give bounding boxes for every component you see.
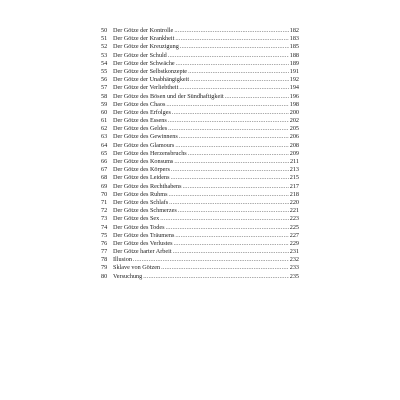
toc-leader-dots: [180, 43, 289, 51]
toc-entry: [101, 248, 299, 256]
toc-leader-dots: [175, 35, 288, 43]
toc-entry-number: 80: [101, 272, 108, 280]
toc-entry-number: 60: [101, 108, 108, 116]
toc-entry-number: 64: [101, 141, 108, 149]
toc-entry: [101, 166, 299, 174]
toc-entry-title: Der Götze des Herzensbruchs: [113, 149, 187, 157]
toc-entry-title: Der Götze der Kontrolle: [113, 27, 174, 34]
toc-entry-number: 58: [101, 92, 108, 100]
toc-entry-page: 227: [289, 231, 299, 239]
toc-entry-number: 61: [101, 117, 108, 125]
toc-entry-page: 192: [289, 76, 299, 84]
toc-entry-page: 189: [289, 59, 299, 67]
toc-entry-page: 217: [289, 182, 299, 190]
toc-entry-number: 55: [101, 67, 108, 75]
toc-entry: [101, 174, 299, 182]
toc-entry-page: 211: [289, 158, 299, 165]
toc-entry-number: 54: [101, 59, 108, 67]
toc-entry: [101, 158, 299, 166]
toc-entry-title: Der Götze des Essens: [113, 117, 167, 125]
toc-entry-page: 231: [289, 248, 299, 256]
toc-leader-dots: [225, 93, 289, 101]
toc-leader-dots: [179, 133, 289, 141]
toc-entry-title: Der Götze des Rechthabens: [113, 182, 182, 190]
toc-entry: [101, 35, 299, 43]
toc-leader-dots: [173, 248, 289, 256]
toc-entry-number: 59: [101, 100, 108, 108]
toc-entry: [101, 68, 299, 76]
toc-entry: [101, 60, 299, 68]
toc-entry: [101, 240, 299, 248]
toc-entry-title: Der Götze des Geldes: [113, 125, 168, 133]
toc-entry: [101, 43, 299, 51]
toc-entry-number: 73: [101, 215, 108, 223]
toc-entry: [101, 109, 299, 117]
toc-leader-dots: [160, 215, 288, 223]
toc-entry: [101, 101, 299, 109]
toc-entry-page: 232: [289, 256, 299, 264]
toc-entry-title: Der Götze der Unabhängigkeit: [113, 76, 190, 84]
toc-entry-title: Der Götze der Schuld: [113, 51, 167, 59]
toc-leader-dots: [171, 174, 289, 182]
toc-entry-title: Der Götze der Schwäche: [113, 59, 175, 67]
toc-entry-number: 78: [101, 256, 108, 264]
toc-entry: [101, 133, 299, 141]
toc-entry-title: Der Götze harter Arbeit: [113, 248, 172, 256]
toc-entry-number: 51: [101, 35, 108, 43]
toc-entry-page: 208: [289, 141, 299, 149]
toc-entry-page: 185: [289, 43, 299, 51]
toc-entry-page: 200: [289, 108, 299, 116]
toc-entry-page: 183: [289, 35, 299, 43]
toc-entry-title: Der Götze des Sex: [113, 215, 160, 223]
toc-entry: [101, 207, 299, 215]
toc-entry-page: 218: [289, 190, 299, 198]
toc-entry-number: 71: [101, 198, 108, 206]
toc-leader-dots: [188, 150, 289, 158]
toc-entry: [101, 125, 299, 133]
toc-entry-title: Der Götze des Schmerzes: [113, 207, 177, 215]
toc-entry: [101, 264, 299, 272]
toc-entry-title: Der Götze der Krankheit: [113, 35, 175, 43]
toc-entry: [101, 256, 299, 264]
toc-entry-number: 57: [101, 84, 108, 92]
toc-entry-title: Der Götze des Leidens: [113, 174, 170, 182]
toc-entry-number: 76: [101, 239, 108, 247]
toc-entry-number: 77: [101, 248, 108, 256]
toc-leader-dots: [169, 199, 289, 207]
table-of-contents: [101, 27, 299, 281]
toc-leader-dots: [171, 166, 289, 174]
toc-entry-number: 74: [101, 223, 108, 231]
toc-entry-title: Der Götze des Chaos: [113, 100, 166, 108]
toc-entry-number: 79: [101, 264, 108, 272]
toc-leader-dots: [188, 68, 289, 76]
toc-entry-title: Sklave von Götzen: [113, 264, 161, 272]
toc-leader-dots: [172, 109, 289, 117]
toc-entry-number: 50: [101, 27, 108, 34]
toc-leader-dots: [175, 142, 288, 150]
toc-entry-page: 205: [289, 125, 299, 133]
toc-leader-dots: [166, 101, 288, 109]
toc-entry-page: 223: [289, 215, 299, 223]
toc-leader-dots: [133, 256, 289, 264]
toc-entry: [101, 232, 299, 240]
toc-entry-page: 196: [289, 92, 299, 100]
toc-entry-title: Der Götze des Träumens: [113, 231, 175, 239]
toc-entry: [101, 224, 299, 232]
toc-entry-page: 188: [289, 51, 299, 59]
toc-entry-page: 215: [289, 174, 299, 182]
toc-entry-title: Der Götze des Körpers: [113, 166, 170, 174]
toc-entry-page: 182: [289, 27, 299, 34]
toc-leader-dots: [190, 76, 289, 84]
toc-entry-title: Der Götze der Selbstkonzepte: [113, 67, 188, 75]
toc-entry-page: 194: [289, 84, 299, 92]
toc-leader-dots: [168, 125, 289, 133]
toc-entry-page: 198: [289, 100, 299, 108]
toc-entry-page: 213: [289, 166, 299, 174]
toc-entry-title: Der Götze des Verlustes: [113, 239, 173, 247]
toc-entry: [101, 76, 299, 84]
toc-leader-dots: [179, 84, 288, 92]
toc-entry-number: 69: [101, 182, 108, 190]
toc-entry-number: 75: [101, 231, 108, 239]
toc-entry-page: 209: [289, 149, 299, 157]
toc-leader-dots: [174, 158, 289, 166]
toc-entry-title: Illusion: [113, 256, 132, 264]
toc-entry-title: Der Götze des Bösen und der Sündhaftigkeit: [113, 92, 224, 100]
toc-leader-dots: [183, 183, 289, 191]
toc-entry: [101, 215, 299, 223]
toc-entry-title: Der Götze der Verliebtheit: [113, 84, 179, 92]
toc-entry: [101, 52, 299, 60]
toc-entry-page: 233: [289, 264, 299, 272]
toc-leader-dots: [143, 273, 289, 281]
toc-entry: [101, 117, 299, 125]
toc-entry: [101, 183, 299, 191]
toc-leader-dots: [168, 117, 289, 125]
toc-entry-title: Der Götze der Kreuzigung: [113, 43, 179, 51]
toc-entry-title: Der Götze des Erfolges: [113, 108, 171, 116]
toc-entry-number: 52: [101, 43, 108, 51]
toc-leader-dots: [168, 191, 288, 199]
toc-entry-page: 221: [289, 207, 299, 215]
toc-entry: [101, 273, 299, 281]
toc-entry-page: 191: [289, 67, 299, 75]
toc-entry-number: 65: [101, 149, 108, 157]
toc-entry: [101, 191, 299, 199]
toc-leader-dots: [174, 240, 289, 248]
toc-entry-page: 229: [289, 239, 299, 247]
toc-leader-dots: [168, 52, 289, 60]
toc-leader-dots: [174, 27, 288, 35]
toc-leader-dots: [175, 232, 288, 240]
toc-entry-number: 72: [101, 207, 108, 215]
toc-entry-title: Der Götze des Gewinnens: [113, 133, 178, 141]
toc-entry-title: Der Götze des Todes: [113, 223, 165, 231]
toc-entry-title: Versuchung: [113, 272, 143, 280]
toc-entry-number: 67: [101, 166, 108, 174]
toc-leader-dots: [166, 224, 289, 232]
toc-entry-page: 225: [289, 223, 299, 231]
toc-entry-page: 206: [289, 133, 299, 141]
toc-entry-title: Der Götze des Ruhms: [113, 190, 168, 198]
toc-entry: [101, 84, 299, 92]
toc-entry-number: 70: [101, 190, 108, 198]
toc-entry-number: 62: [101, 125, 108, 133]
toc-entry: [101, 150, 299, 158]
toc-entry-number: 63: [101, 133, 108, 141]
toc-entry: [101, 142, 299, 150]
toc-entry-number: 66: [101, 158, 108, 165]
toc-leader-dots: [176, 60, 289, 68]
toc-entry-title: Der Götze des Konsums: [113, 158, 174, 165]
toc-entry-page: 202: [289, 117, 299, 125]
toc-entry: [101, 199, 299, 207]
toc-entry-page: 235: [289, 272, 299, 280]
toc-entry-number: 53: [101, 51, 108, 59]
toc-leader-dots: [178, 207, 289, 215]
toc-entry-page: 220: [289, 198, 299, 206]
toc-entry-number: 68: [101, 174, 108, 182]
toc-entry: [101, 27, 299, 35]
toc-entry-title: Der Götze des Glamours: [113, 141, 175, 149]
toc-entry-number: 56: [101, 76, 108, 84]
toc-leader-dots: [161, 264, 289, 272]
toc-entry-title: Der Götze des Schlafs: [113, 198, 169, 206]
toc-entry: [101, 93, 299, 101]
